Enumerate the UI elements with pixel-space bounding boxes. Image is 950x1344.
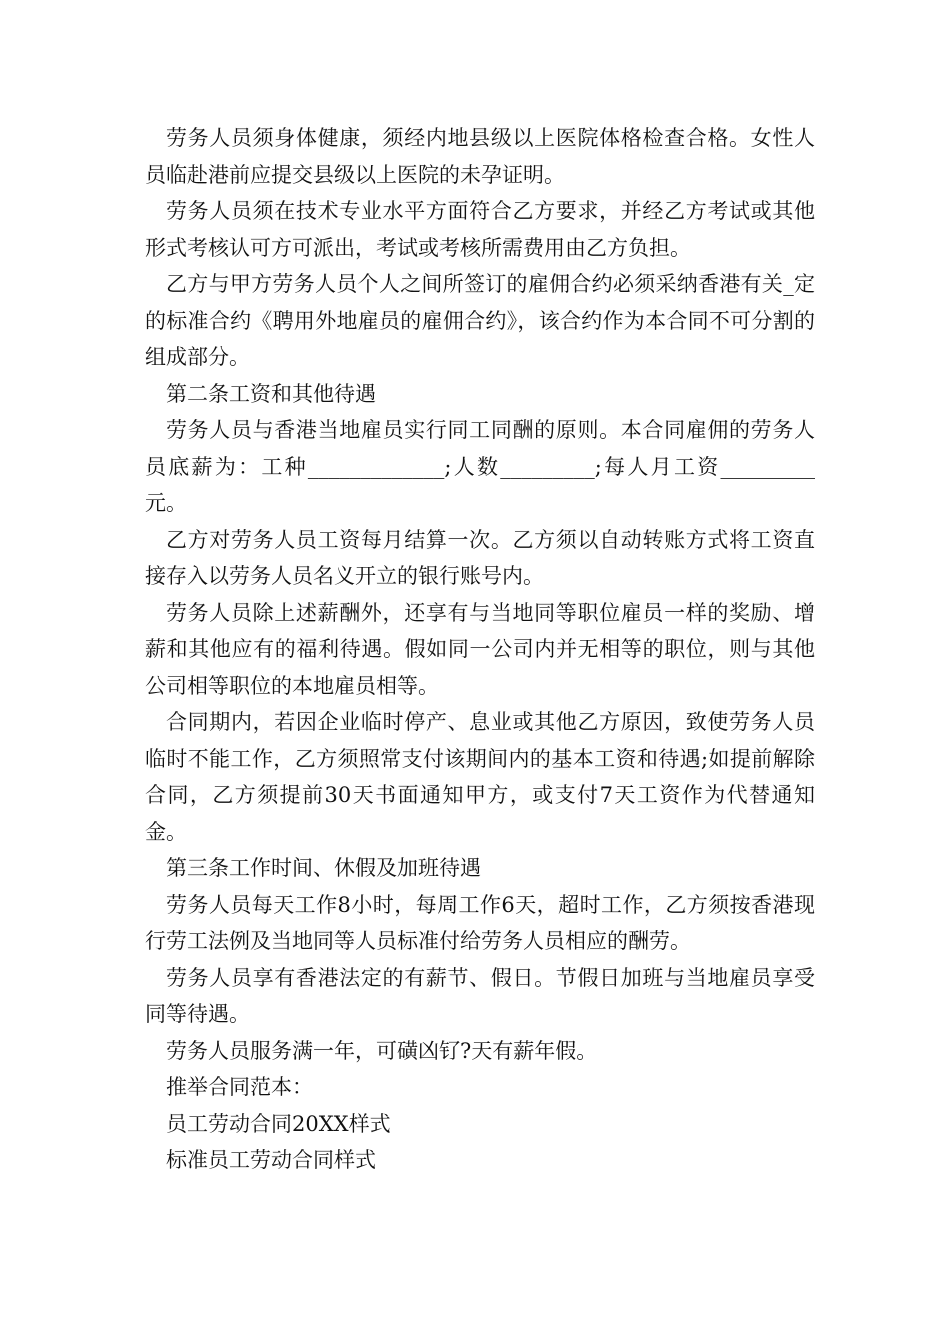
paragraph-monthly-settlement: 乙方对劳务人员工资每月结算一次。乙方须以自动转账方式将工资直接存入以劳务人员名义开立的银行账号内。 (145, 527, 815, 588)
paragraph-working-hours: 劳务人员每天工作8小时，每周工作6天，超时工作，乙方须按香港现行劳工法例及当地同等人员标准付给劳务人员相应的酬劳。 (145, 892, 815, 953)
section-heading-article-2: 第二条工资和其他待遇 (166, 381, 376, 406)
section-heading-article-3: 第三条工作时间、休假及加班待遇 (166, 856, 481, 880)
paragraph-skill-requirement: 劳务人员须在技术专业水平方面符合乙方要求，并经乙方考试或其他形式考核认可方可派出，考试或考核所需费用由乙方负担。 (145, 199, 815, 260)
template-link-standard-employee-contract[interactable]: 标准员工劳动合同样式 (166, 1148, 376, 1172)
document-body (145, 120, 815, 1179)
paragraph-benefits: 劳务人员除上述薪酬外，还享有与当地同等职位雇员一样的奖励、增薪和其他应有的福利待遇。假如同一公司内并无相等的职位，则与其他公司相等职位的本地雇员相等。 (145, 600, 815, 698)
paragraph-health-requirement: 劳务人员须身体健康，须经内地县级以上医院体格检查合格。女性人员临赴港前应提交县级以上医院的未孕证明。 (145, 126, 815, 187)
recommended-templates-label: 推举合同范本： (166, 1075, 313, 1099)
paragraph-annual-leave: 劳务人员服务满一年，可磺凶钌?天有薪年假。 (166, 1038, 598, 1063)
paragraph-suspension-termination: 合同期内，若因企业临时停产、息业或其他乙方原因，致使劳务人员临时不能工作，乙方须照常支付该期间内的基本工资和待遇;如提前解除合同，乙方须提前30天书面通知甲方，或支付7天工资作为代替通知金。 (145, 710, 815, 844)
paragraph-equal-pay: 劳务人员与香港当地雇员实行同工同酬的原则。本合同雇佣的劳务人员底薪为：工种_____________;人数_________;每人月工资_________元。 (145, 418, 815, 515)
paragraph-holidays: 劳务人员享有香港法定的有薪节、假日。节假日加班与当地雇员享受同等待遇。 (145, 965, 815, 1026)
paragraph-employment-contract: 乙方与甲方劳务人员个人之间所签订的雇佣合约必须采纳香港有关_定的标准合约《聘用外地雇员的雇佣合约》，该合约作为本合同不可分割的组成部分。 (145, 272, 815, 369)
template-link-employee-contract-20xx[interactable]: 员工劳动合同20XX样式 (166, 1111, 391, 1136)
